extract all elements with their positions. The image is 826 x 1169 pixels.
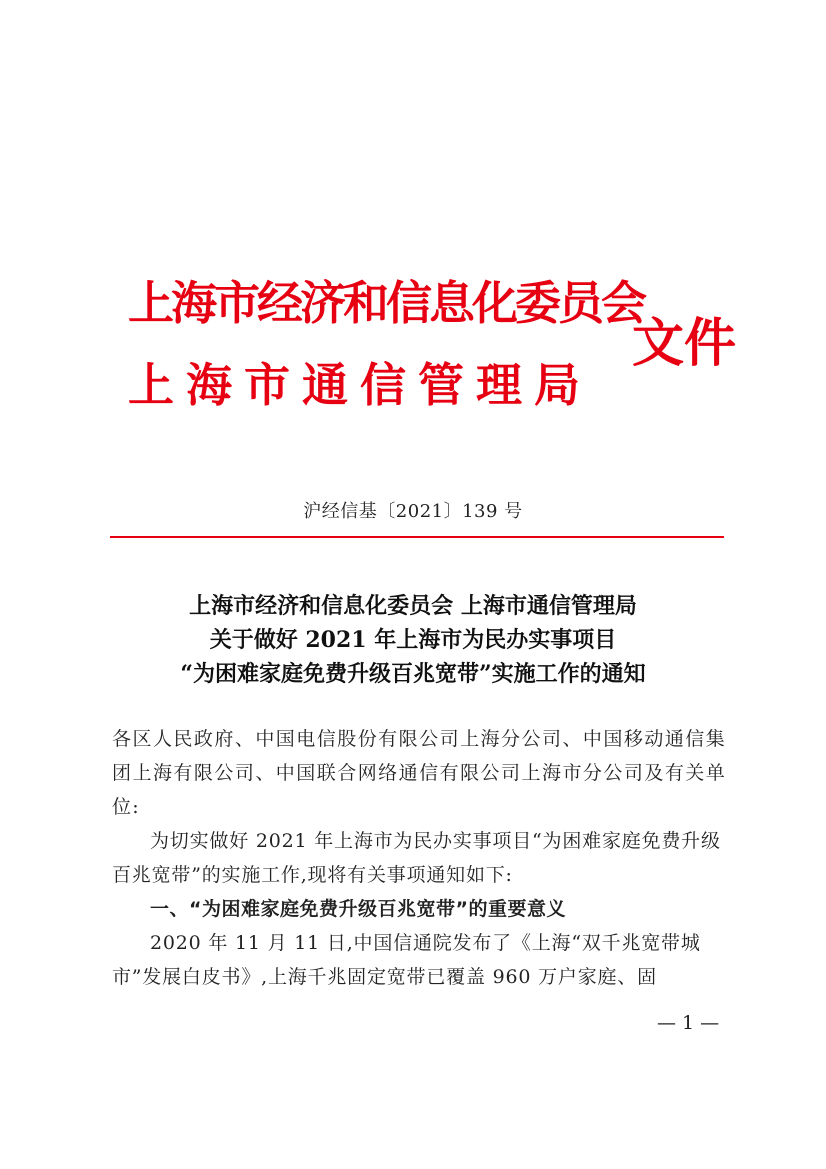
document-number: 沪经信基〔2021〕139 号 [303, 501, 523, 522]
document-body [112, 722, 726, 994]
issuing-org-line-2: 上海市通信管理局 [128, 358, 592, 412]
red-divider-line [110, 536, 724, 538]
title-line-2: 关于做好 2021 年上海市为民办实事项目 [209, 627, 617, 653]
addressees-paragraph: 各区人民政府、中国电信股份有限公司上海分公司、中国移动通信集团上海有限公司、中国联合网络通信有限公司上海市分公司及有关单位: [112, 728, 726, 818]
intro-paragraph: 为切实做好 2021 年上海市为民办实事项目“为困难家庭免费升级百兆宽带”的实施工作,现将有关事项通知如下: [112, 830, 721, 886]
section-heading: 一、“为困难家庭免费升级百兆宽带”的重要意义 [150, 898, 566, 920]
document-type-label: 文件 [632, 313, 737, 374]
issuing-org-line-1: 上海市经济和信息化委员会 [128, 276, 644, 330]
title-line-1: 上海市经济和信息化委员会 上海市通信管理局 [189, 593, 637, 619]
title-line-3: “为困难家庭免费升级百兆宽带”实施工作的通知 [180, 661, 646, 687]
section-paragraph: 2020 年 11 月 11 日,中国信通院发布了《上海“双千兆宽带城市”发展白皮书》,上海千兆固定宽带已覆盖 960 万户家庭、固 [112, 932, 701, 988]
document-title [0, 589, 826, 691]
page-number: — 1 — [657, 1012, 720, 1034]
